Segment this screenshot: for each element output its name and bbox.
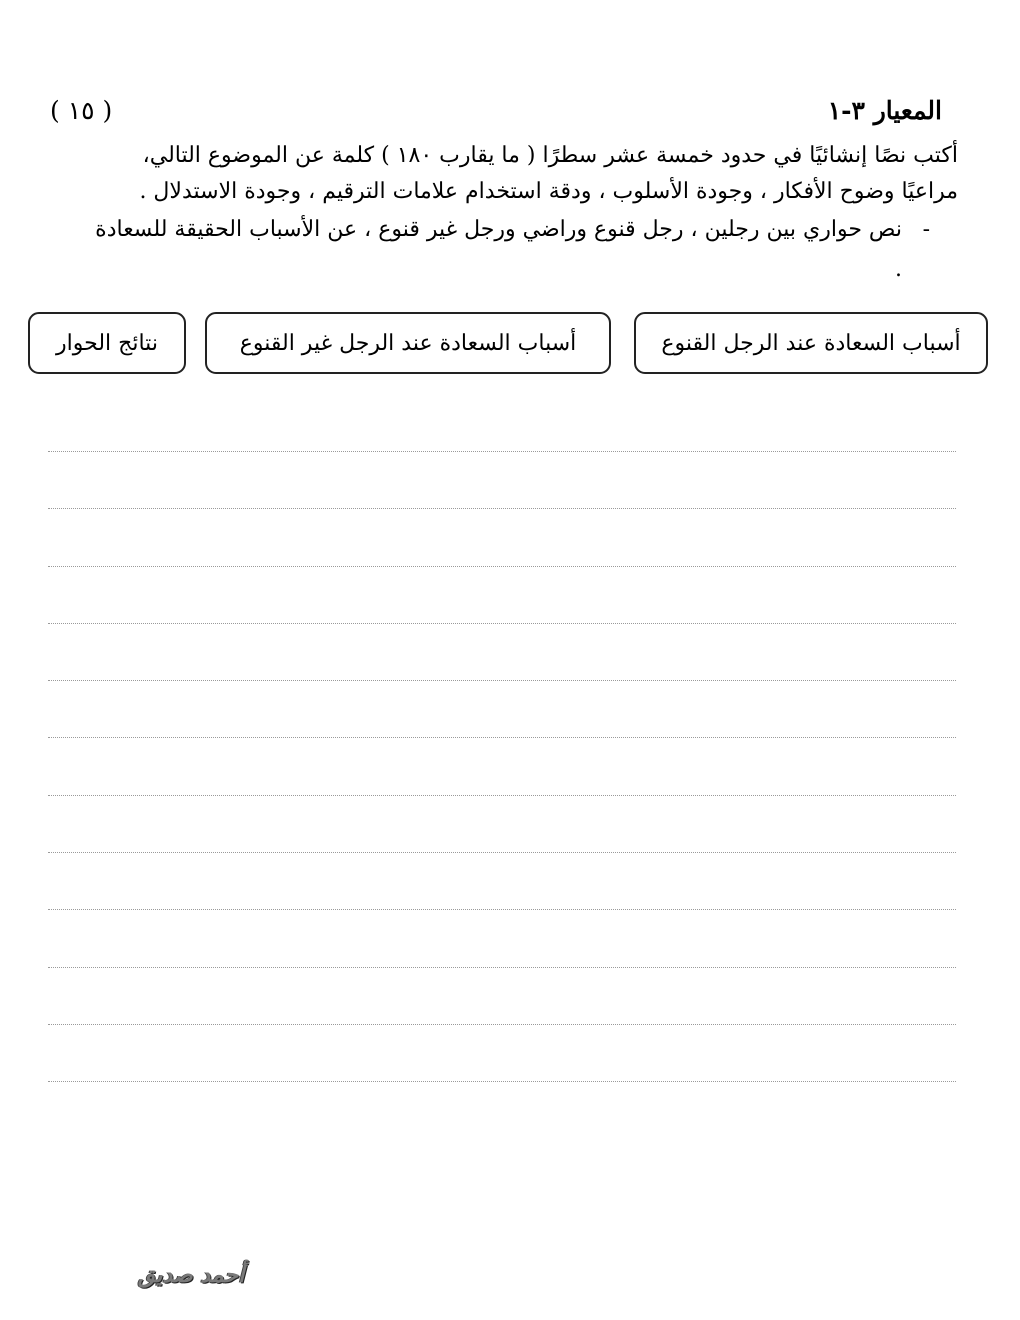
writing-line[interactable] [48, 451, 956, 452]
instructions-line-1: أكتب نصًا إنشائيًا في حدود خمسة عشر سطرًا ( ما يقارب ١٨٠ ) كلمة عن الموضوع التالي، [142, 143, 958, 168]
guide-box-content-man: أسباب السعادة عند الرجل القنوع [634, 312, 988, 374]
writing-area[interactable] [48, 451, 956, 1139]
writing-line[interactable] [48, 967, 956, 968]
topic-bullet: - [922, 217, 930, 242]
writing-line[interactable] [48, 680, 956, 681]
writing-line[interactable] [48, 795, 956, 796]
criterion-title: المعيار ٣-١ [827, 96, 942, 125]
guide-box-dialogue-results: نتائج الحوار [28, 312, 186, 374]
writing-line[interactable] [48, 737, 956, 738]
writing-line[interactable] [48, 623, 956, 624]
writing-line[interactable] [48, 566, 956, 567]
writing-line[interactable] [48, 909, 956, 910]
instructions-line-2: مراعيًا وضوح الأفكار ، وجودة الأسلوب ، ودقة استخدام علامات الترقيم ، وجودة الاستدلال . [139, 179, 958, 204]
topic-item [92, 210, 930, 290]
instructions [58, 138, 958, 210]
signature: أحمد صديق [138, 1262, 245, 1288]
topic-text: نص حواري بين رجلين ، رجل قنوع وراضي ورجل غير قنوع ، عن الأسباب الحقيقة للسعادة . [95, 217, 902, 282]
writing-line[interactable] [48, 1081, 956, 1082]
writing-line[interactable] [48, 508, 956, 509]
writing-line[interactable] [48, 852, 956, 853]
writing-line[interactable] [48, 1024, 956, 1025]
score-label: ( ١٥ ) [50, 96, 113, 125]
guide-box-discontent-man: أسباب السعادة عند الرجل غير القنوع [205, 312, 611, 374]
